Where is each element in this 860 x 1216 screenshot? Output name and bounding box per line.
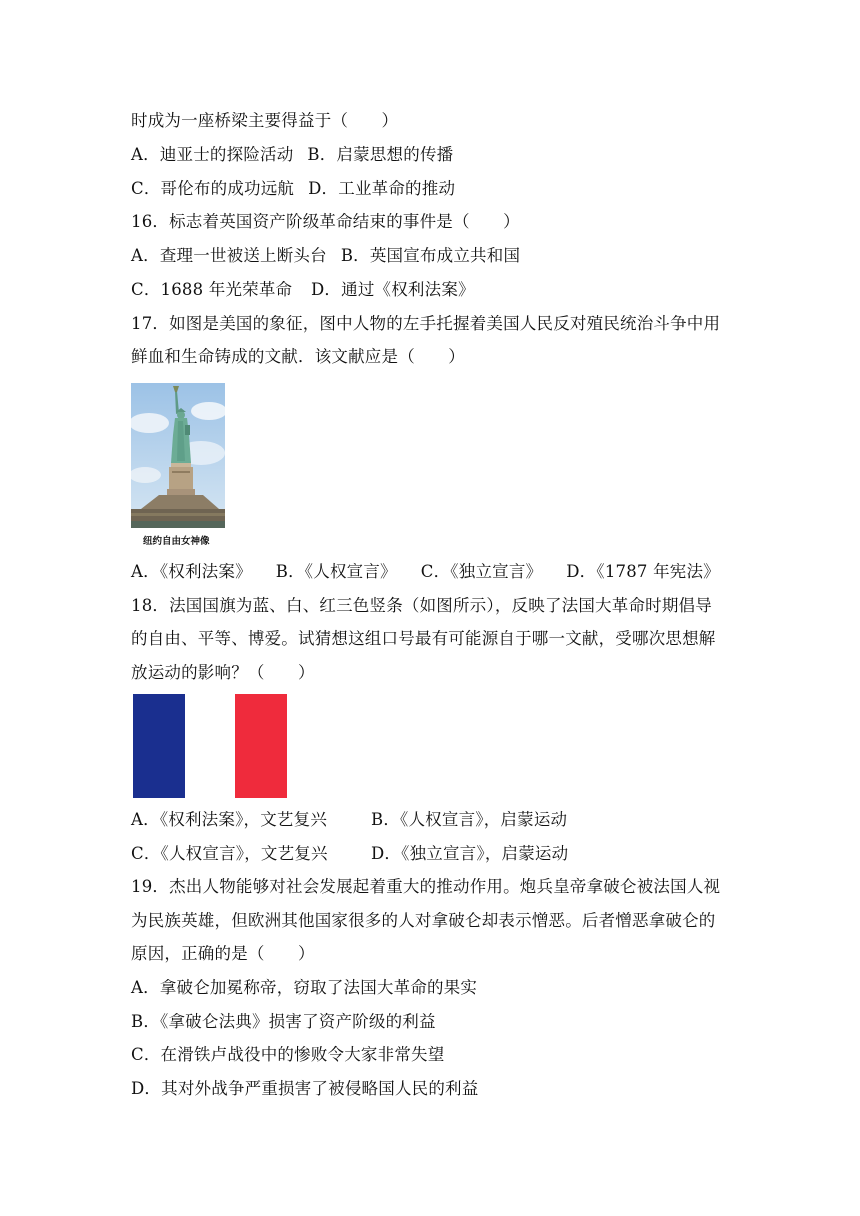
flag-white-stripe — [185, 694, 237, 798]
option-c[interactable]: C．《人权宣言》，文艺复兴 — [131, 844, 328, 863]
option-b[interactable]: B．启蒙思想的传播 — [307, 145, 454, 164]
question-19-stem-line3: 原因，正确的是（ ） — [131, 944, 315, 963]
question-19-stem-line1: 19．杰出人物能够对社会发展起着重大的推动作用。炮兵皇帝拿破仑被法国人视 — [131, 877, 721, 896]
question-16-options-row1 — [131, 245, 520, 267]
question-19-option-d[interactable]: D．其对外战争严重损害了被侵略国人民的利益 — [131, 1079, 479, 1098]
option-a[interactable]: A．《权利法案》，文艺复兴 — [131, 810, 328, 829]
option-b[interactable]: B．《人权宣言》 — [275, 562, 397, 581]
question-18-stem-line1: 18．法国国旗为蓝、白、红三色竖条（如图所示），反映了法国大革命时期倡导 — [131, 596, 712, 615]
question-18-stem-line3: 放运动的影响？（ ） — [131, 663, 315, 682]
option-c[interactable]: C．《独立宣言》 — [420, 562, 543, 581]
question-15-stem-end: 时成为一座桥梁主要得益于（ ） — [131, 111, 399, 130]
question-17-stem-line2: 鲜血和生命铸成的文献．该文献应是（ ） — [131, 347, 465, 366]
option-b[interactable]: B．英国宣布成立共和国 — [340, 246, 521, 265]
question-19-option-c[interactable]: C．在滑铁卢战役中的惨败令大家非常失望 — [131, 1045, 445, 1064]
option-b[interactable]: B．《人权宣言》，启蒙运动 — [371, 810, 568, 829]
option-d[interactable]: D．《独立宣言》，启蒙运动 — [371, 844, 569, 863]
option-a[interactable]: A．《权利法案》 — [131, 562, 252, 581]
statue-of-liberty-photo — [131, 383, 225, 528]
option-c[interactable]: C．1688 年光荣革命 — [131, 280, 293, 299]
question-15-options-row2 — [131, 178, 455, 200]
option-c[interactable]: C．哥伦布的成功远航 — [131, 179, 295, 198]
statue-of-liberty-figure — [131, 383, 227, 548]
option-a[interactable]: A．迪亚士的探险活动 — [131, 145, 294, 164]
question-16-options-row2 — [131, 279, 475, 301]
question-18-options-row2 — [131, 843, 568, 865]
question-18-options-row1 — [131, 809, 567, 831]
french-flag-figure — [133, 694, 289, 800]
option-d[interactable]: D．《1787 年宪法》 — [566, 562, 720, 581]
question-19-stem-line2: 为民族英雄，但欧洲其他国家很多的人对拿破仑却表示憎恶。后者憎恶拿破仑的 — [131, 911, 716, 930]
question-17-stem-line1: 17．如图是美国的象征，图中人物的左手托握着美国人民反对殖民统治斗争中用 — [131, 314, 721, 333]
question-19-option-a[interactable]: A．拿破仑加冕称帝，窃取了法国大革命的果实 — [131, 978, 478, 997]
french-flag — [133, 694, 289, 800]
question-16-stem: 16．标志着英国资产阶级革命结束的事件是（ ） — [131, 212, 520, 231]
figure-caption: 纽约自由女神像 — [143, 536, 210, 547]
flag-red-stripe — [235, 694, 287, 798]
question-19-option-b[interactable]: B．《拿破仑法典》损害了资产阶级的利益 — [131, 1012, 436, 1031]
option-d[interactable]: D．工业革命的推动 — [308, 179, 456, 198]
question-18-stem-line2: 的自由、平等、博爱。试猜想这组口号最有可能源自于哪一文献，受哪次思想解 — [131, 629, 716, 648]
question-15-options-row1 — [131, 144, 453, 166]
option-a[interactable]: A．查理一世被送上断头台 — [131, 246, 327, 265]
flag-blue-stripe — [133, 694, 185, 798]
option-d[interactable]: D．通过《权利法案》 — [311, 280, 475, 299]
question-17-options — [131, 561, 720, 583]
